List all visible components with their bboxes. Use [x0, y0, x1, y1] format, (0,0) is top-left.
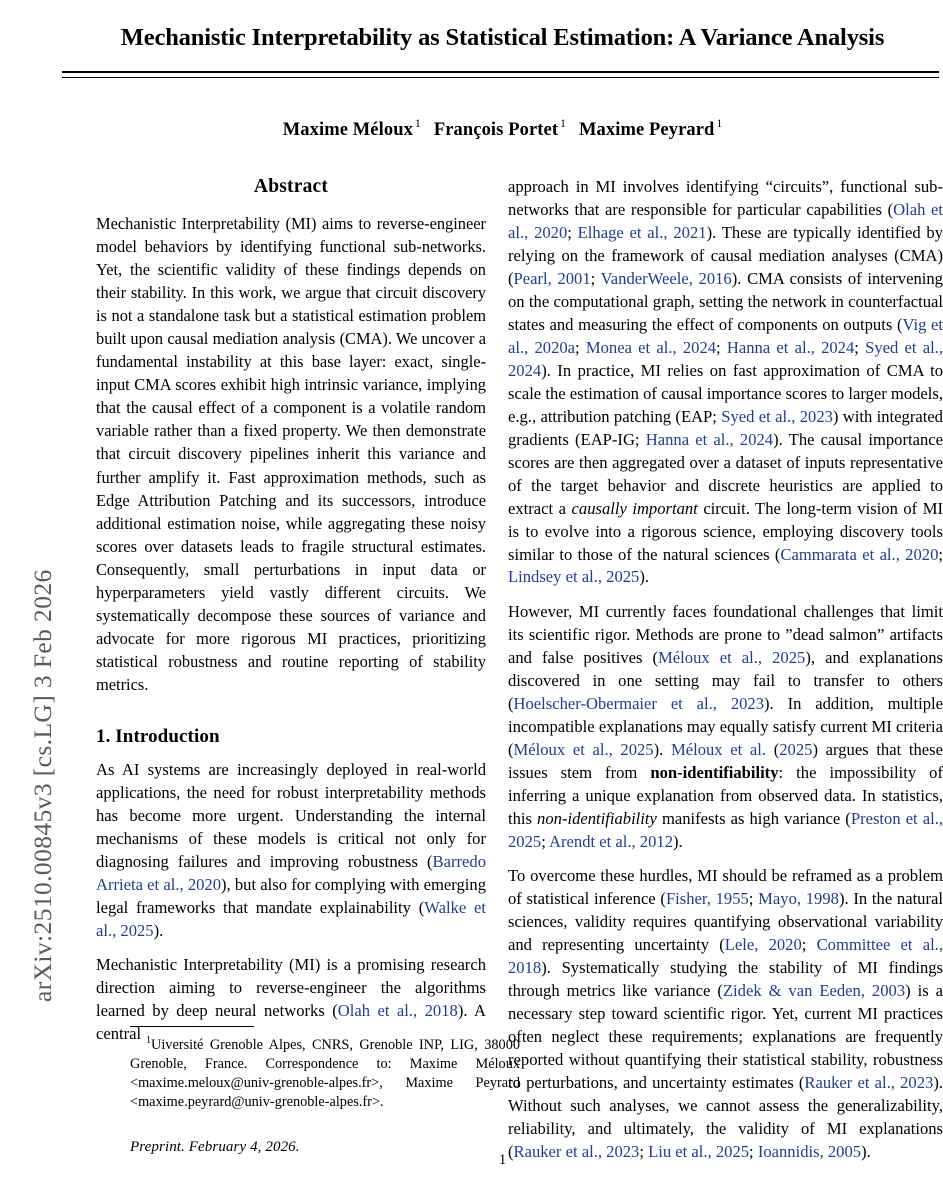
paper-page	[62, 0, 943, 1200]
section-heading-introduction: 1. Introduction	[96, 725, 220, 747]
citation-link[interactable]: Vig et al., 2020a	[508, 314, 943, 357]
emphasis-text: non-identifiability	[537, 808, 657, 828]
citation-link[interactable]: Lele, 2020	[724, 935, 802, 954]
citation-link[interactable]: Rauker et al., 2023	[513, 1141, 640, 1161]
citation-link[interactable]: Cammarata et al., 2020	[780, 544, 939, 564]
citation-link[interactable]: Committee et al., 2018	[508, 935, 943, 977]
footnote-body: Uiversité Grenoble Alpes, CNRS, Grenoble INP, LIG, 38000 Grenoble, France. Correspondence to: Maxime Méloux <maxime.meloux@univ-grenoble-alpes.fr>, Maxime Peyrard <maxime.peyrard@univ-grenoble-alpes.fr>.	[130, 1036, 520, 1110]
title-divider-rule	[62, 71, 939, 78]
footnote-affiliation-text	[130, 1034, 520, 1112]
arxiv-stamp	[0, 0, 57, 1200]
citation-link[interactable]: Monea et al., 2024	[585, 337, 717, 357]
citation-link[interactable]: Syed et al., 2024	[508, 337, 943, 380]
citation-link[interactable]: Zidek & van Eeden, 2003	[722, 980, 906, 1000]
two-column-body	[62, 176, 943, 1176]
citation-link[interactable]: 2025	[779, 739, 813, 759]
paragraph-right-2: However, MI currently faces foundational challenges that limit its scientific rigor. Methods are prone to ”dead salmon” artifacts and false positives (Méloux et al., 2025), and explanations discovered in one setting may fail to transfer to others (Hoelscher-Obermaier et al., 2023). In addition, multiple incompatible explanations may equally satisfy current MI criteria (Méloux et al., 2025). Méloux et al. (2025) argues that these issues stem from non-identifiability: the impossibility of inferring a unique explanation from observed data. In statistics, this non-identifiability manifests as high variance (Preston et al., 2025; Arendt et al., 2012).	[508, 601, 943, 851]
author-1	[283, 120, 421, 140]
citation-link[interactable]: Rauker et al., 2023	[804, 1072, 934, 1092]
abstract-heading: Abstract	[253, 176, 329, 197]
citation-link[interactable]: Méloux et al.	[670, 739, 767, 759]
author-2-affiliation-mark: 1	[560, 118, 566, 131]
citation-link[interactable]: Walke et al., 2025	[96, 897, 486, 940]
citation-link[interactable]: VanderWeele, 2016	[600, 268, 732, 288]
footnote-mark: 1	[146, 1035, 151, 1046]
citation-link[interactable]: Hanna et al., 2024	[726, 337, 855, 357]
author-1-affiliation-mark: 1	[414, 118, 421, 131]
citation-link[interactable]: Elhage et al., 2021	[577, 222, 707, 242]
author-list	[62, 118, 943, 140]
preprint-notice: Preprint. February 4, 2026.	[130, 1138, 300, 1155]
author-2	[434, 120, 566, 140]
footnote-divider-rule	[130, 1026, 254, 1027]
citation-link[interactable]: Fisher, 1955	[665, 889, 749, 909]
paragraph-intro-2: Mechanistic Interpretability (MI) is a promising research direction aiming to reverse-engineer the algorithms learned by deep neural networks (Olah et al., 2018). A central	[96, 955, 486, 1044]
citation-link[interactable]: Liu et al., 2025	[648, 1141, 750, 1161]
paragraph-right-1: approach in MI involves identifying “circuits”, functional sub-networks that are responsible for particular capabilities (Olah et al., 2020; Elhage et al., 2021). These are typically identified by relying on the framework of causal mediation analyses (CMA) (Pearl, 2001; VanderWeele, 2016). CMA consists of intervening on the computational graph, setting the network in counterfactual states and measuring the effect of components on outputs (Vig et al., 2020a; Monea et al., 2024; Hanna et al., 2024; Syed et al., 2024). In practice, MI relies on fast approximation of CMA to scale the estimation of causal importance scores to larger models, e.g., attribution patching (EAP; Syed et al., 2023) with integrated gradients (EAP-IG; Hanna et al., 2024). The causal importance scores are then aggregated over a dataset of inputs representative of the target behavior and discrete heuristics are applied to extract a causally important circuit. The long-term vision of MI is to evolve into a rigorous science, employing discovery tools similar to those of the natural sciences (Cammarata et al., 2020; Lindsey et al., 2025).	[508, 177, 943, 587]
page-number: 1	[498, 1152, 507, 1168]
author-3	[579, 120, 722, 140]
paragraph-intro-1: As AI systems are increasingly deployed in real-world applications, the need for robust interpretability methods has become more urgent. Understanding the internal mechanisms of these models is critical not only for diagnosing failures and improving robustness (Barredo Arrieta et al., 2020), but also for complying with emerging legal frameworks that mandate explainability (Walke et al., 2025).	[96, 759, 486, 940]
citation-link[interactable]: Olah et al., 2018	[337, 1001, 458, 1021]
citation-link[interactable]: Hoelscher-Obermaier et al., 2023	[513, 693, 765, 713]
abstract-body	[96, 212, 486, 696]
author-3-name: Maxime Peyrard	[578, 119, 715, 140]
footnote-block	[130, 1026, 520, 1156]
citation-link[interactable]: Olah et al., 2020	[508, 199, 943, 242]
abstract-paragraph: Mechanistic Interpretability (MI) aims to reverse-engineer model behaviors by identifying functional sub-networks. Yet, the scientific validity of these findings depends on their stability. In this work, we argue that circuit discovery is not a standalone task but a statistical estimation problem built upon causal mediation analysis (CMA). We uncover a fundamental instability at this base layer: exact, single-input CMA scores exhibit high intrinsic variance, implying that the causal effect of a component is a volatile random variable rather than a fixed property. We then demonstrate that circuit discovery pipelines inherit this variance and further amplify it. Fast approximation methods, such as Edge Attribution Patching and its successors, introduce additional estimation noise, while aggregating these noisy scores over datasets leads to fragile structural estimates. Consequently, small perturbations in input data or hyperparameters yield vastly different circuits. We systematically decompose these sources of variance and advocate for more rigorous MI practices, prioritizing statistical robustness and routine reporting of stability metrics.	[96, 214, 486, 694]
title-block	[62, 0, 943, 78]
paragraph-right-3: To overcome these hurdles, MI should be reframed as a problem of statistical inference (Fisher, 1955; Mayo, 1998). In the natural sciences, validity requires quantifying observational variability and representing uncertainty (Lele, 2020; Committee et al., 2018). Systematically studying the stability of MI findings through metrics like variance (Zidek & van Eeden, 2003) is a necessary step toward scientific rigor. Yet, current MI practices often neglect these requirements; explanations are frequently reported without quantifying their statistical stability, robustness to perturbations, and uncertainty estimates (Rauker et al., 2023). Without such analyses, we cannot assess the generalizability, reliability, and ultimately, the validity of MI explanations (Rauker et al., 2023; Liu et al., 2025; Ioannidis, 2005).	[508, 866, 943, 1161]
citation-link[interactable]: Mayo, 1998	[758, 889, 839, 909]
page-title: Mechanistic Interpretability as Statistical Estimation: A Variance Analysis	[120, 24, 885, 51]
author-2-name: François Portet	[433, 119, 559, 140]
citation-link[interactable]: Méloux et al., 2025	[658, 647, 806, 667]
citation-link[interactable]: Preston et al., 2025	[508, 808, 943, 851]
strong-text: non-identifiability	[650, 762, 779, 782]
arxiv-identifier-text: arXiv:2510.00845v3 [cs.LG] 3 Feb 2026	[28, 569, 57, 1002]
citation-link[interactable]: Ioannidis, 2005	[757, 1141, 862, 1161]
citation-link[interactable]: Syed et al., 2023	[721, 406, 833, 426]
right-column	[508, 176, 943, 1164]
citation-link[interactable]: Barredo Arrieta et al., 2020	[96, 851, 486, 894]
author-3-affiliation-mark: 1	[716, 118, 723, 131]
emphasis-text: causally important	[571, 498, 698, 518]
citation-link[interactable]: Hanna et al., 2024	[645, 429, 774, 449]
author-1-name: Maxime Méloux	[282, 119, 413, 140]
left-column	[96, 176, 520, 1155]
citation-link[interactable]: Lindsey et al., 2025	[508, 567, 640, 587]
citation-link[interactable]: Arendt et al., 2012	[549, 831, 673, 851]
citation-link[interactable]: Méloux et al., 2025	[513, 739, 654, 759]
citation-link[interactable]: Pearl, 2001	[513, 268, 591, 288]
